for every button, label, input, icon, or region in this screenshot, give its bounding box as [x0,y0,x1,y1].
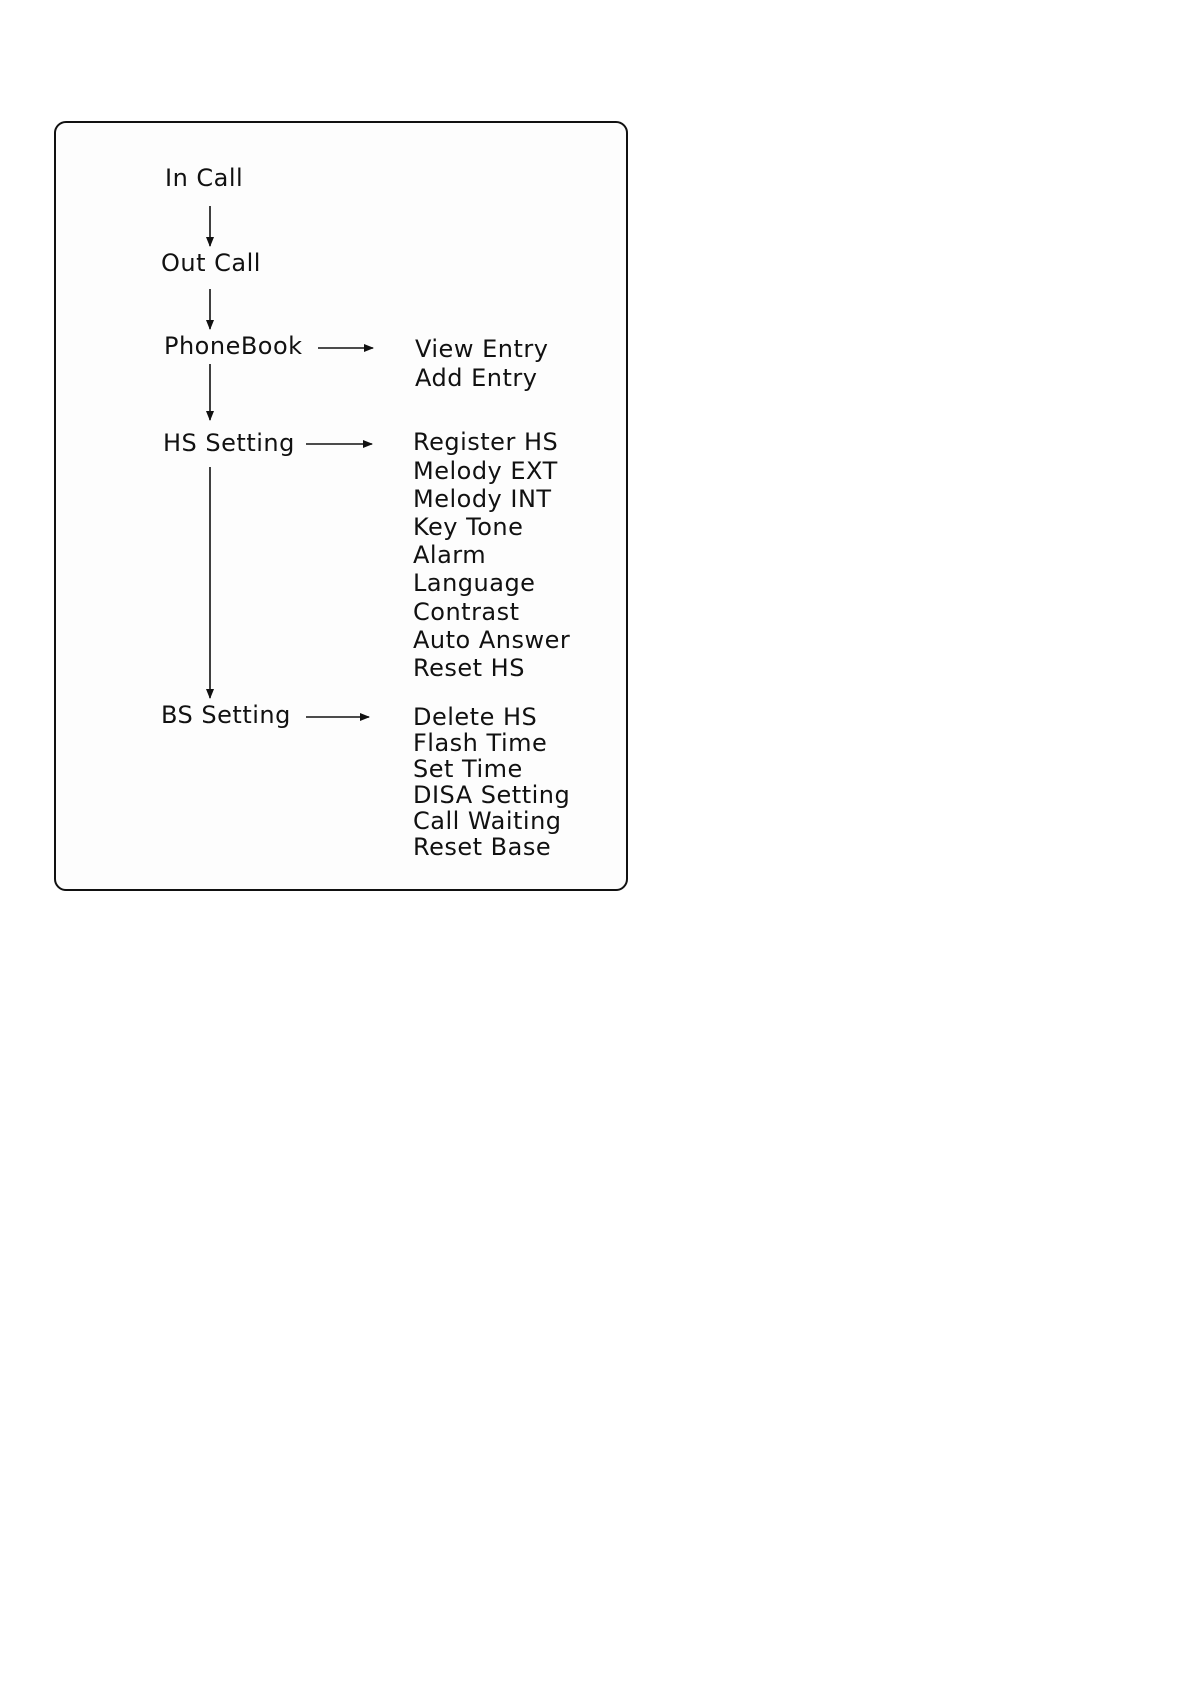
menu-phonebook: PhoneBook [164,332,303,360]
submenu-item: DISA Setting [413,781,571,809]
submenu-item: Register HS [413,428,559,456]
submenu-item: Flash Time [413,729,548,757]
menu-hs-setting: HS Setting [163,429,295,457]
submenu-item: Auto Answer [413,626,571,654]
submenu-hs-setting [413,428,570,682]
submenu-item: Reset HS [413,654,525,682]
submenu-item: Call Waiting [413,807,562,835]
submenu-bs-setting [413,703,570,859]
submenu-item: Key Tone [413,513,524,541]
menu-in-call: In Call [165,164,244,192]
submenu-item: Melody INT [413,485,552,513]
submenu-item: View Entry [415,335,549,363]
menu-out-call: Out Call [161,249,261,277]
submenu-item: Melody EXT [413,457,558,485]
submenu-item: Contrast [413,598,520,626]
menu-bs-setting: BS Setting [161,701,291,729]
submenu-item: Set Time [413,755,523,783]
submenu-item: Language [413,569,536,597]
submenu-item: Alarm [413,541,487,569]
submenu-item: Reset Base [413,833,552,861]
submenu-item: Delete HS [413,703,538,731]
submenu-phonebook [415,335,548,393]
submenu-item: Add Entry [415,364,538,392]
